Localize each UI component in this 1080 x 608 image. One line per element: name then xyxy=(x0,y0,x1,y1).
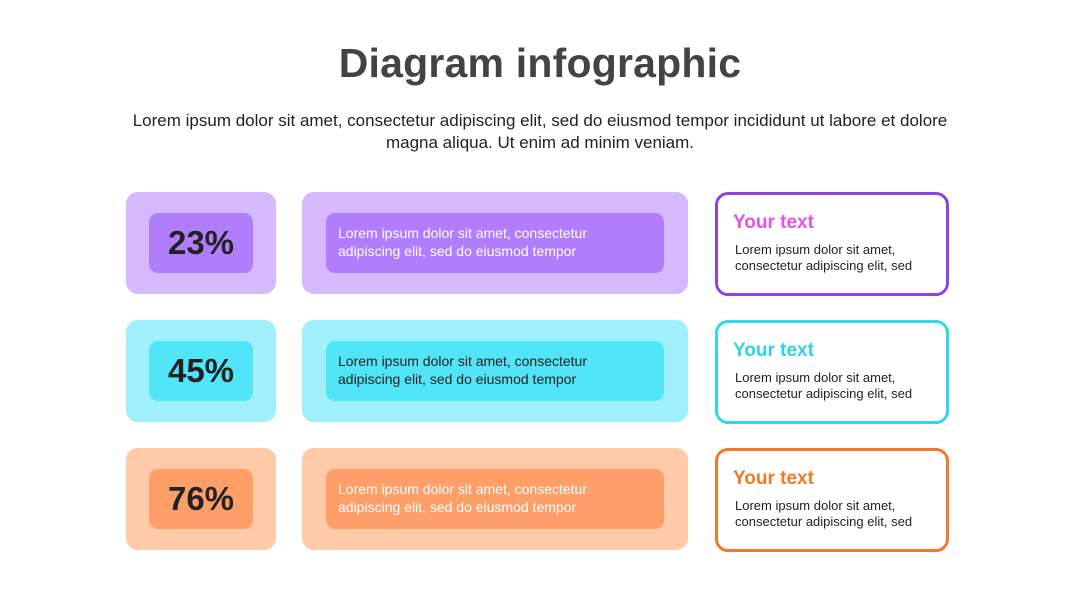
diagram-row xyxy=(0,192,1080,296)
page-subtitle: Lorem ipsum dolor sit amet, consectetur adipiscing elit, sed do eiusmod tempor incididunt ut labore et dolore magna aliqua. Ut enim ad minim veniam. xyxy=(132,111,948,152)
card-body: Lorem ipsum dolor sit amet, consectetur adipiscing elit, sed xyxy=(735,498,913,529)
description-block xyxy=(302,320,688,422)
description-block xyxy=(302,448,688,550)
description-block xyxy=(302,192,688,294)
diagram-row xyxy=(0,320,1080,424)
percent-block xyxy=(126,320,276,422)
description-text: Lorem ipsum dolor sit amet, consectetur adipiscing elit, sed do eiusmod tempor xyxy=(326,341,664,401)
diagram-row xyxy=(0,448,1080,552)
card-body: Lorem ipsum dolor sit amet, consectetur adipiscing elit, sed xyxy=(735,370,913,401)
percent-value: 45% xyxy=(149,341,253,401)
card-body: Lorem ipsum dolor sit amet, consectetur adipiscing elit, sed xyxy=(735,242,913,273)
card-title: Your text xyxy=(733,340,814,361)
page-title: Diagram infographic xyxy=(338,40,742,86)
text-card xyxy=(715,192,949,296)
percent-block xyxy=(126,448,276,550)
percent-value: 23% xyxy=(149,213,253,273)
description-text: Lorem ipsum dolor sit amet, consectetur adipiscing elit, sed do eiusmod tempor xyxy=(326,213,664,273)
text-card xyxy=(715,448,949,552)
card-title: Your text xyxy=(733,212,814,233)
percent-value: 76% xyxy=(149,469,253,529)
text-card xyxy=(715,320,949,424)
description-text: Lorem ipsum dolor sit amet, consectetur adipiscing elit, sed do eiusmod tempor xyxy=(326,469,664,529)
percent-block xyxy=(126,192,276,294)
card-title: Your text xyxy=(733,468,814,489)
